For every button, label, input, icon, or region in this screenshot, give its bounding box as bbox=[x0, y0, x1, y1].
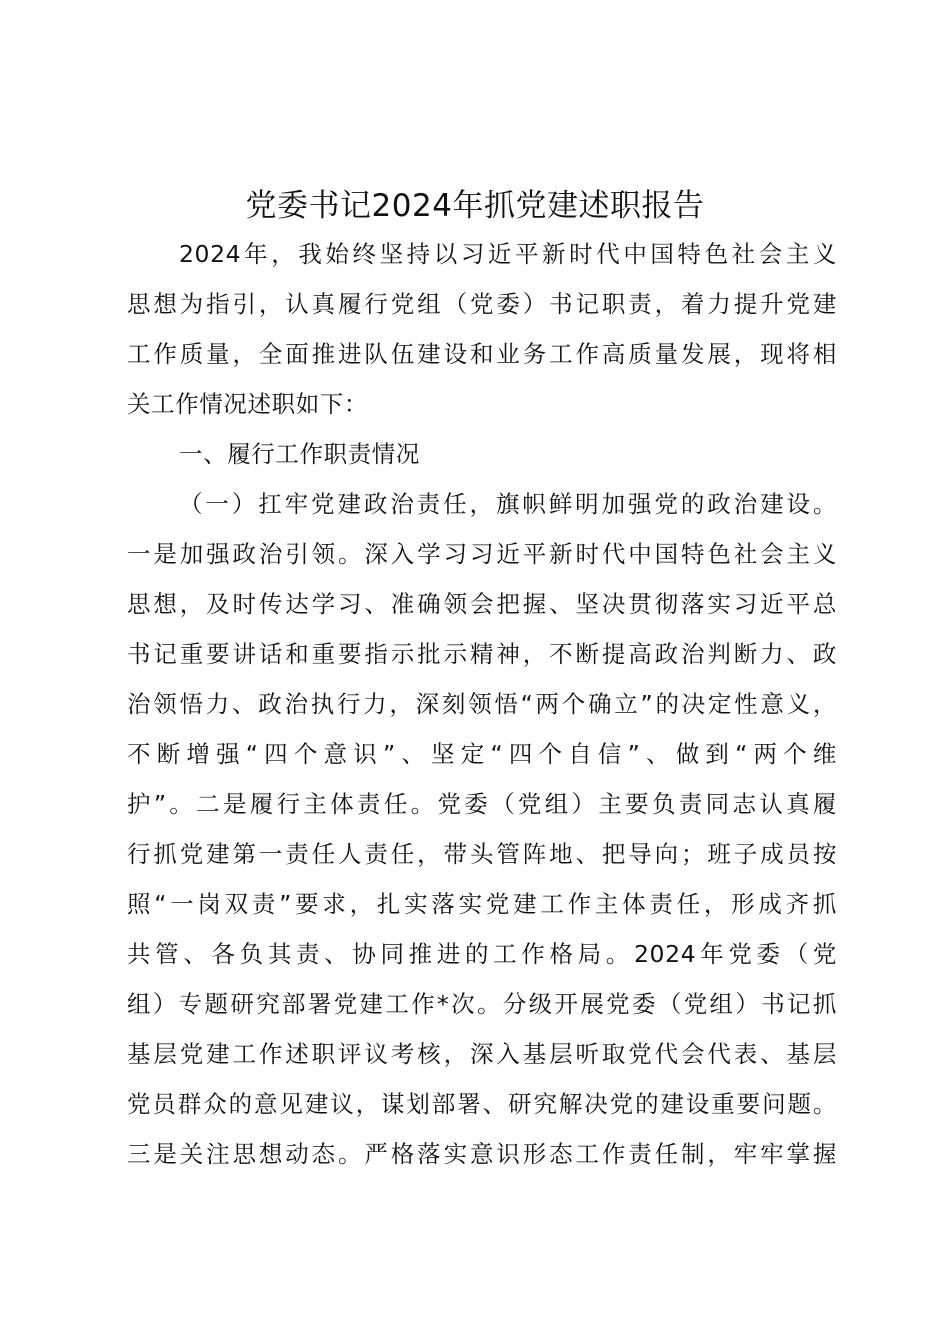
document-title: 党委书记2024年抓党建述职报告 bbox=[245, 188, 705, 224]
paragraph-line: 共管、各负其责、协同推进的工作格局。2024年党委（党 bbox=[127, 940, 837, 968]
paragraph-line: 护”。二是履行主体责任。党委（党组）主要负责同志认真履 bbox=[127, 790, 837, 818]
section-heading: 一、履行工作职责情况 bbox=[179, 440, 420, 468]
paragraph-line: 关工作情况述职如下： bbox=[127, 390, 368, 418]
paragraph-line: 治领悟力、政治执行力，深刻领悟“两个确立”的决定性意义， bbox=[127, 690, 837, 718]
paragraph-line: 三是关注思想动态。严格落实意识形态工作责任制，牢牢掌握 bbox=[127, 1140, 837, 1168]
paragraph-line: 一是加强政治引领。深入学习习近平新时代中国特色社会主义 bbox=[127, 540, 837, 568]
paragraph-line: 组）专题研究部署党建工作*次。分级开展党委（党组）书记抓 bbox=[127, 990, 837, 1018]
paragraph-line: 党员群众的意见建议，谋划部署、研究解决党的建设重要问题。 bbox=[127, 1090, 837, 1118]
subsection-heading: （一）扛牢党建政治责任，旗帜鲜明加强党的政治建设。 bbox=[179, 490, 837, 518]
paragraph-line: 书记重要讲话和重要指示批示精神，不断提高政治判断力、政 bbox=[127, 640, 837, 668]
paragraph-line: 行抓党建第一责任人责任，带头管阵地、把导向；班子成员按 bbox=[127, 840, 837, 868]
paragraph-line: 2024年，我始终坚持以习近平新时代中国特色社会主义 bbox=[179, 240, 837, 268]
paragraph-line: 基层党建工作述职评议考核，深入基层听取党代会代表、基层 bbox=[127, 1040, 837, 1068]
paragraph-line: 工作质量，全面推进队伍建设和业务工作高质量发展，现将相 bbox=[127, 340, 837, 368]
paragraph-line: 照“一岗双责”要求，扎实落实党建工作主体责任，形成齐抓 bbox=[127, 890, 837, 918]
paragraph-line: 思想，及时传达学习、准确领会把握、坚决贯彻落实习近平总 bbox=[127, 590, 837, 618]
paragraph-line: 思想为指引，认真履行党组（党委）书记职责，着力提升党建 bbox=[127, 290, 837, 318]
paragraph-line: 不断增强“四个意识”、坚定“四个自信”、做到“两个维 bbox=[127, 740, 837, 768]
